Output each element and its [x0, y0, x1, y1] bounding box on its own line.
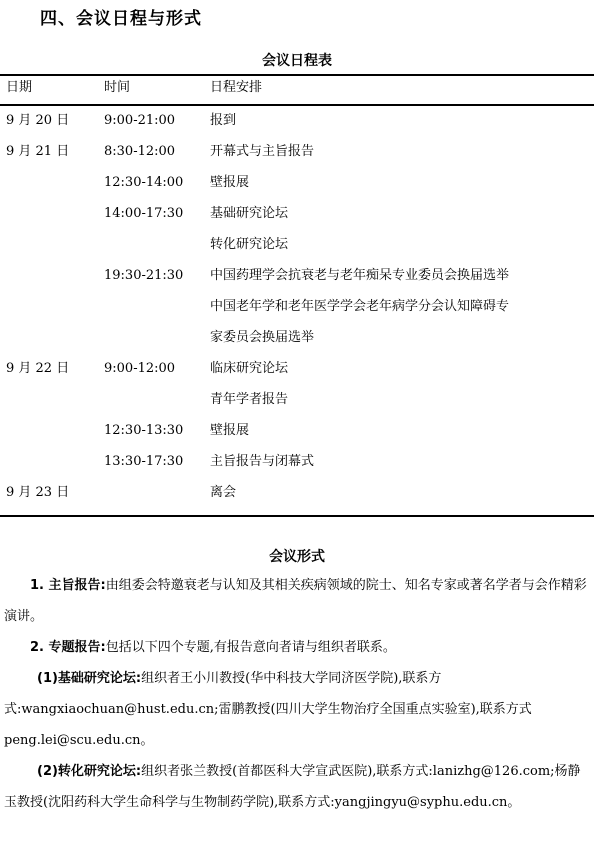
row-agenda-item: 壁报展	[210, 175, 250, 190]
header-date: 日期	[6, 80, 33, 95]
header-agenda: 日程安排	[210, 80, 263, 95]
special-report-text: 包括以下四个专题,有报告意向者请与组织者联系。	[105, 640, 396, 655]
row-agenda-item: 转化研究论坛	[210, 237, 289, 252]
row-agenda-item: 基础研究论坛	[210, 206, 289, 221]
basic-research-text: 组织者王小川教授(华中科技大学同济医学院),联系方式:wangxiaochuan@hust.edu.cn;雷鹏教授(四川大学生物治疗全国重点实验室),联系方式 peng.lei@scu.edu.cn。	[4, 671, 532, 748]
keynote-text: 由组委会特邀衰老与认知及其相关疾病领域的院士、知名专家或著名学者与会作精彩演讲。	[4, 578, 587, 624]
row-date: 9 月 22 日	[6, 361, 70, 376]
row-time: 12:30-14:00	[104, 175, 184, 190]
special-report-paragraph	[4, 632, 588, 663]
schedule-table-caption: 会议日程表	[262, 53, 332, 69]
header-time: 时间	[104, 80, 131, 95]
row-agenda-item: 报到	[210, 113, 237, 128]
row-time: 8:30-12:00	[104, 144, 176, 159]
keynote-label: 1. 主旨报告:	[30, 578, 106, 593]
translational-research-text: 组织者张兰教授(首都医科大学宣武医院),联系方式:lanizhg@126.com;杨静玉教授(沈阳药科大学生命科学与生物制药学院),联系方式:yangjingyu@syphu.edu.cn。	[4, 764, 581, 810]
row-time: 19:30-21:30	[104, 268, 184, 283]
row-time: 9:00-12:00	[104, 361, 176, 376]
basic-research-paragraph	[4, 663, 588, 756]
translational-research-paragraph	[4, 756, 588, 818]
row-agenda-item: 开幕式与主旨报告	[210, 144, 315, 159]
row-date: 9 月 21 日	[6, 144, 70, 159]
translational-research-label: (2)转化研究论坛:	[37, 764, 142, 779]
row-agenda-item: 中国药理学会抗衰老与老年痴呆专业委员会换届选举	[210, 268, 510, 283]
row-time: 14:00-17:30	[104, 206, 184, 221]
row-agenda-item: 离会	[210, 485, 237, 500]
row-time: 13:30-17:30	[104, 454, 184, 469]
format-title: 会议形式	[269, 549, 325, 565]
table-bottom-rule	[0, 515, 594, 517]
row-agenda-item: 中国老年学和老年医学学会老年病学分会认知障碍专	[210, 299, 510, 314]
row-time: 12:30-13:30	[104, 423, 184, 438]
row-agenda-item: 家委员会换届选举	[210, 330, 315, 345]
section-title: 四、会议日程与形式	[40, 9, 202, 29]
row-agenda-item: 主旨报告与闭幕式	[210, 454, 315, 469]
row-date: 9 月 23 日	[6, 485, 70, 500]
keynote-paragraph	[4, 570, 588, 632]
row-agenda-item: 青年学者报告	[210, 392, 289, 407]
row-agenda-item: 壁报展	[210, 423, 250, 438]
row-agenda-item: 临床研究论坛	[210, 361, 289, 376]
row-date: 9 月 20 日	[6, 113, 70, 128]
row-time: 9:00-21:00	[104, 113, 176, 128]
basic-research-label: (1)基础研究论坛:	[37, 671, 142, 686]
special-report-label: 2. 专题报告:	[30, 640, 106, 655]
